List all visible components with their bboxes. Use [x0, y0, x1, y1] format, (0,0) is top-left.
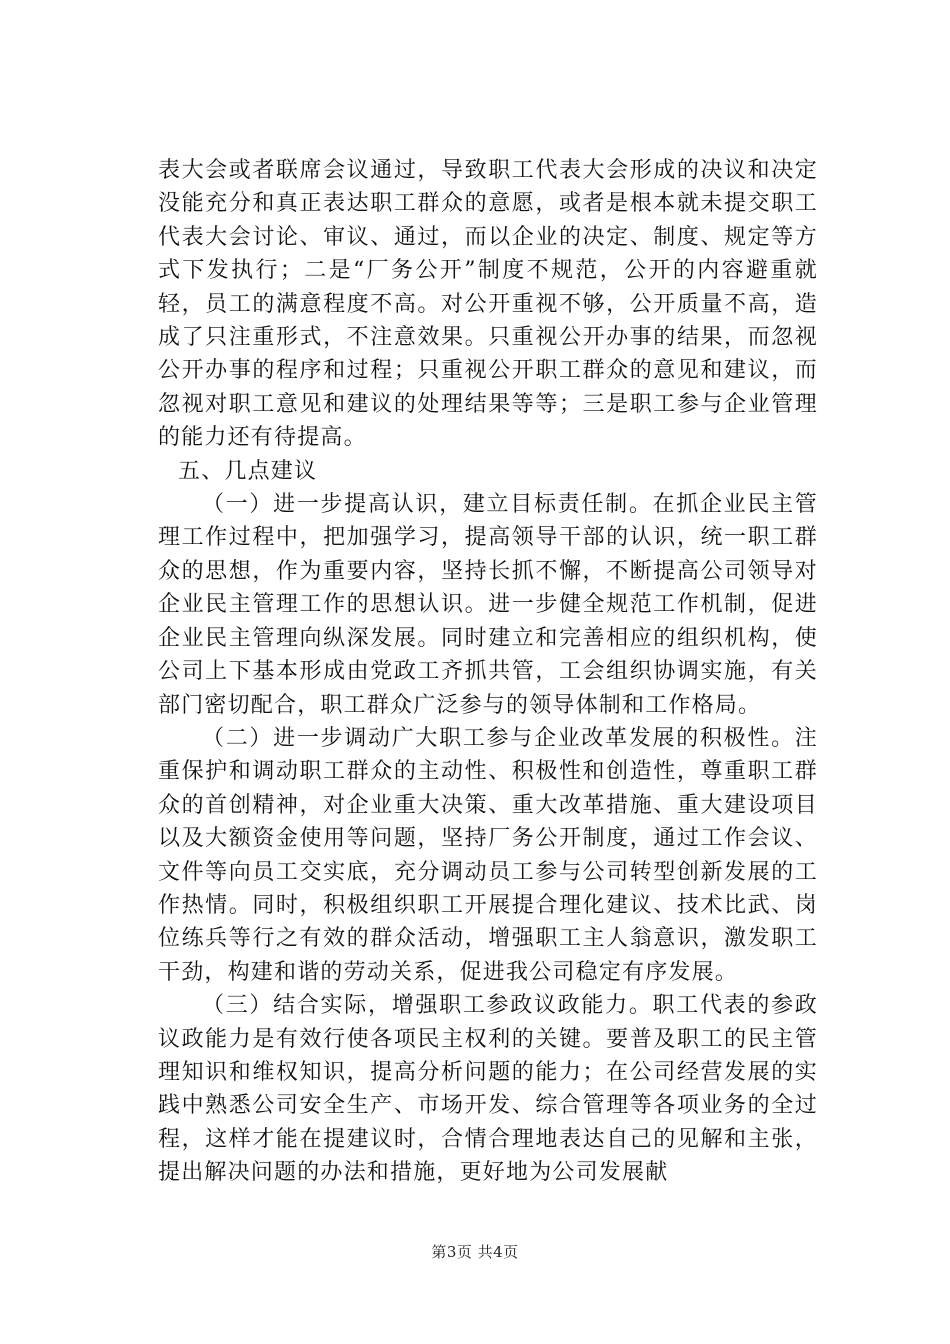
document-body — [158, 154, 818, 1190]
page-number-footer: 第3页 共4页 — [431, 1243, 519, 1261]
paragraph-suggestion-3: （三）结合实际，增强职工参政议政能力。职工代表的参政议政能力是有效行使各项民主权利的关键。要普及职工的民主管理知识和维权知识，提高分析问题的能力；在公司经营发展的实践中熟悉公司安全生产、市场开发、综合管理等各项业务的全过程，这样才能在提建议时，合情合理地表达自己的见解和主张，提出解决问题的办法和措施，更好地为公司发展献 — [158, 993, 818, 1186]
paragraph-suggestion-1: （一）进一步提高认识，建立目标责任制。在抓企业民主管理工作过程中，把加强学习，提高领导干部的认识，统一职工群众的思想，作为重要内容，坚持长抓不懈，不断提高公司领导对企业民主管理工作的思想认识。进一步健全规范工作机制，促进企业民主管理向纵深发展。同时建立和完善相应的组织机构，使公司上下基本形成由党政工齐抓共管，工会组织协调实施，有关部门密切配合，职工群众广泛参与的领导体制和工作格局。 — [158, 492, 818, 718]
paragraph-suggestion-2: （二）进一步调动广大职工参与企业改革发展的积极性。注重保护和调动职工群众的主动性、积极性和创造性，尊重职工群众的首创精神，对企业重大决策、重大改革措施、重大建设项目以及大额资金使用等问题，坚持厂务公开制度，通过工作会议、文件等向员工交实底，充分调动员工参与公司转型创新发展的工作热情。同时，积极组织职工开展提合理化建议、技术比武、岗位练兵等行之有效的群众活动，增强职工主人翁意识，激发职工干劲，构建和谐的劳动关系，促进我公司稳定有序发展。 — [158, 725, 818, 985]
paragraph-continuation: 表大会或者联席会议通过，导致职工代表大会形成的决议和决定没能充分和真正表达职工群众的意愿，或者是根本就未提交职工代表大会讨论、审议、通过，而以企业的决定、制度、规定等方式下发执行；二是“厂务公开”制度不规范，公开的内容避重就轻，员工的满意程度不高。对公开重视不够，公开质量不高，造成了只注重形式，不注意效果。只重视公开办事的结果，而忽视公开办事的程序和过程；只重视公开职工群众的意见和建议，而忽视对职工意见和建议的处理结果等等；三是职工参与企业管理的能力还有待提高。 — [158, 158, 818, 451]
section-heading: 五、几点建议 — [178, 458, 318, 484]
